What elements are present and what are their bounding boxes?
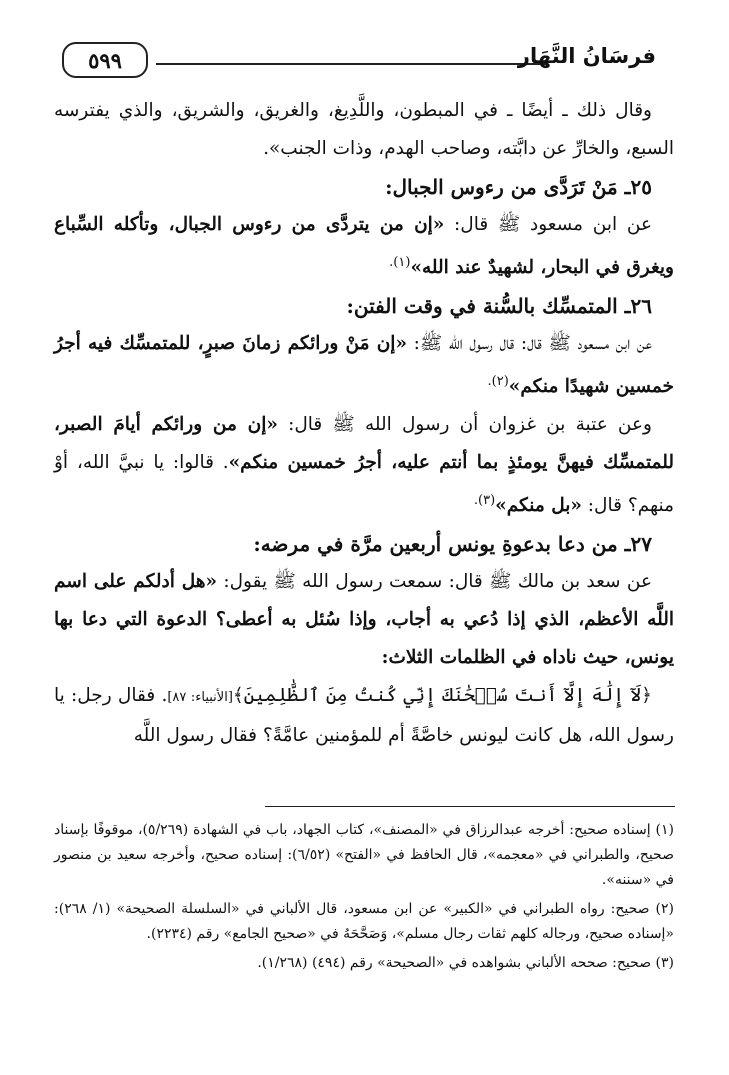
paragraph-6 xyxy=(54,677,674,755)
footnote-ref-1: (١). xyxy=(389,255,411,270)
p4-hadith: «إن من ورائكم أيامَ الصبر، للمتمسِّك فيهنَّ يومئذٍ بما أنتم عليه، أجرُ خمسين منكم» xyxy=(54,414,674,474)
paragraph-2 xyxy=(54,206,674,287)
p5-hadith: «هل أدلكم على اسم اللَّه الأعظم، الذي إذا دُعي به أجاب، وإذا سُئل به أعطى؟ الدعوة التي دعا بها يونس، حيث ناداه في الظلمات الثلاث: xyxy=(54,571,674,669)
heading-26: ٢٦ـ المتمسِّك بالسُّنة في وقت الفتن: xyxy=(346,294,652,319)
p3-text: عن ابن مسعود ﷺ قال: قال رسول الله ﷺ: xyxy=(407,333,652,355)
paragraph-1: وقال ذلك ـ أيضًا ـ في المبطون، واللَّدِيغ، والغريق، والشريق، والذي يفترسه السبع، والخارِّ عن دابَّته، وصاحب الهدم، وذات الجنب». xyxy=(54,100,674,159)
paragraph-3 xyxy=(54,325,674,406)
page-header xyxy=(56,36,656,80)
p4-text: وعن عتبة بن غزوان أن رسول الله ﷺ قال: xyxy=(277,414,652,436)
footnote-ref-2: (٢). xyxy=(487,374,509,390)
heading-25: ٢٥ـ مَنْ تَرَدَّى من رءوس الجبال: xyxy=(385,175,652,199)
p2-text: عن ابن مسعود ﷺ قال: xyxy=(444,214,652,235)
header-rule xyxy=(156,63,548,65)
quran-ref: [الأنبياء: ٨٧] xyxy=(167,690,233,706)
p4-hadith-2: «بل منكم» xyxy=(495,495,582,517)
p5-text: عن سعد بن مالك ﷺ قال: سمعت رسول الله ﷺ يقول: xyxy=(217,571,652,593)
paragraph-4 xyxy=(54,406,674,525)
footnote-rule xyxy=(265,806,675,807)
p6-text: . فقال رجل: يا رسول الله، هل كانت ليونس خاصَّةً أم للمؤمنين عامَّةً؟ فقال رسول اللَّه xyxy=(54,685,674,747)
footnote-3: (٣) صحيح: صححه الألباني بشواهده في «الصحيحة» رقم (٤٩٤) (١/٢٦٨). xyxy=(257,955,674,971)
footnotes xyxy=(54,818,674,980)
paragraph-5 xyxy=(54,563,674,677)
p4-text-2: . قالوا: يا نبيَّ الله، أوْ منهم؟ قال: xyxy=(54,452,674,517)
page-number: ٥٩٩ xyxy=(62,42,148,78)
p2-hadith: «إن من يتردَّى من رءوس الجبال، وتأكله السِّباع ويغرق في البحار، لشهيدٌ عند الله» xyxy=(54,214,674,279)
footnote-1: (١) إسناده صحيح: أخرجه عبدالرزاق في «المصنف»، كتاب الجهاد، باب في الشهادة (٥/٢٦٩)، موقوفًا بإسناد صحيح، والطبراني في «معجمه»، قال الحافظ في «الفتح» (٦/٥٢): إسناده صحيح، وأخرجه سعيد بن منصور في «سننه». xyxy=(54,822,674,888)
footnote-ref-3: (٣). xyxy=(473,493,496,509)
p3-hadith: «إن مَنْ ورائكم زمانَ صبرٍ، للمتمسِّك فيه أجرُ خمسين شهيدًا منكم» xyxy=(54,333,674,398)
book-title: فرسَانُ النَّهَار xyxy=(517,44,656,68)
footnote-2: (٢) صحيح: رواه الطبراني في «الكبير» عن ابن مسعود، قال الألباني في «السلسلة الصحيحة» (١/ ٢٦٨): «إسناده صحيح، ورجاله كلهم ثقات رجال مسلم»، وَصَحَّحَهُ في «صحيح الجامع» رقم (٢٢٣٤). xyxy=(54,901,675,942)
quran-verse: ﴿لَآ إِلَٰهَ إِلَّآ أَنتَ سُبۡحَٰنَكَ إِنِّي كُنتُ مِنَ ٱلظَّٰلِمِينَ﴾ xyxy=(232,685,653,707)
heading-27: ٢٧ـ من دعا بدعوةِ يونس أربعين مرَّة في مرضه: xyxy=(253,532,652,557)
page-body xyxy=(54,92,674,755)
